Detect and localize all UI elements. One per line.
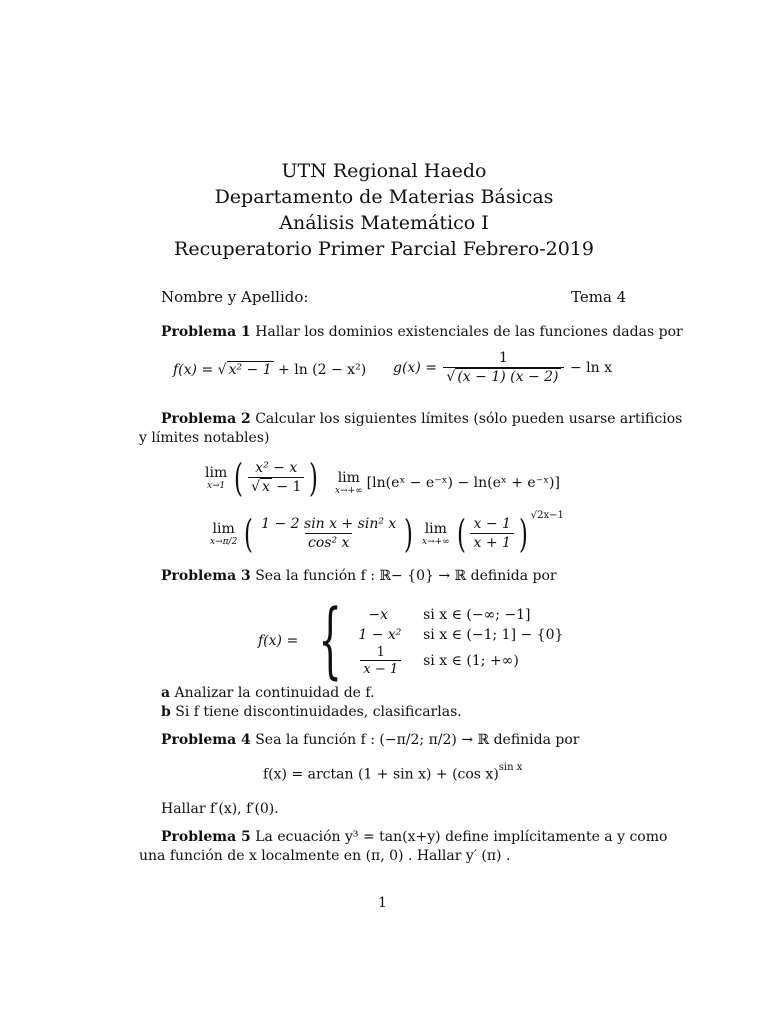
problem-1-text: Hallar los dominios existenciales de las funciones dadas por	[255, 324, 683, 340]
lim-1-den: √ x − 1	[248, 477, 304, 496]
piecewise-function: f(x) = { −x si x ∈ (−∞; −1] 1 − x² si x ∈ (−1; 1] − {0} $\frac{1}{x - 1}$ si x ∈ (1; +∞)	[258, 600, 569, 682]
case-3-den: x − 1	[360, 660, 401, 677]
problem-2-text1: Calcular los siguientes límites (sólo pueden usarse artificios	[255, 411, 683, 427]
lim-1-sub: x→1	[206, 481, 226, 491]
problem-3-label: Problema 3	[161, 568, 251, 584]
case-2	[358, 625, 569, 645]
lim-3-sub: x→π/2	[210, 537, 238, 547]
lim-op: lim	[424, 521, 447, 537]
problem-2-text2: y límites notables)	[139, 430, 270, 446]
problem-3-text: Sea la función f : ℝ− {0} → ℝ definida por	[255, 568, 557, 584]
piecewise-cases	[358, 605, 569, 677]
problem-3-statement	[161, 567, 557, 586]
case-3	[358, 645, 569, 677]
case-1	[358, 605, 569, 625]
problem-5-text1: La ecuación y³ = tan(x+y) define implícitamente a y como	[255, 829, 668, 845]
problem-1-statement	[161, 323, 683, 342]
department-title: Departamento de Materias Básicas	[214, 186, 554, 208]
g-rest: − ln x	[565, 360, 612, 376]
lim-1-num: x² − x	[255, 460, 298, 476]
problem-4-formula	[263, 762, 523, 783]
case-3-cond: si x ∈ (1; +∞)	[423, 653, 519, 669]
lim-3-den: cos² x	[305, 533, 352, 552]
problem-2-statement	[161, 410, 682, 429]
limit-2	[335, 470, 560, 496]
f-sqrt: x² − 1	[228, 362, 272, 378]
f-rest: + ln (2 − x²)	[273, 362, 367, 378]
problem-5-label: Problema 5	[161, 829, 251, 845]
lim-2-op	[335, 470, 363, 496]
part-a-text: Analizar la continuidad de f.	[174, 685, 375, 701]
course-title: Análisis Matemático I	[279, 212, 489, 234]
lim-op: lim	[337, 470, 360, 486]
case-2-cond: si x ∈ (−1; 1] − {0}	[423, 627, 564, 643]
lim-1-den-sqrt: x	[261, 479, 270, 495]
institution-title: UTN Regional Haedo	[281, 160, 487, 182]
problem-4-statement	[161, 731, 580, 750]
problem-4-ask: Hallar f′(x), f′(0).	[161, 801, 279, 817]
exam-title: Recuperatorio Primer Parcial Febrero-2019	[174, 238, 594, 260]
g-den: (x − 1) (x − 2)	[457, 369, 559, 385]
case-3-frac	[360, 645, 401, 677]
case-1-cond: si x ∈ (−∞; −1]	[423, 607, 531, 623]
g-den-wrap: √ (x − 1) (x − 2)	[443, 367, 563, 386]
problem-4-text: Sea la función f : (−π/2; π/2) → ℝ definida por	[255, 732, 580, 748]
problem-4-label: Problema 4	[161, 732, 251, 748]
g-lhs: g(x) =	[393, 360, 442, 376]
p4-exp: sin x	[498, 762, 523, 773]
problem-1-g-formula	[393, 350, 612, 386]
page-number: 1	[378, 895, 387, 911]
problem-1-label: Problema 1	[161, 324, 251, 340]
lim-1-frac	[248, 460, 304, 496]
lim-4-num: x − 1	[473, 516, 511, 532]
lim-1-den-rest: − 1	[271, 479, 302, 495]
limit-1: lim x→1 ( $\frac{\text{x² − x}}{√ x - 1}$ )	[205, 456, 319, 500]
lim-1-op	[205, 465, 227, 491]
lim-2-body: [ln(eˣ − e⁻ˣ) − ln(eˣ + e⁻ˣ)]	[366, 475, 560, 491]
lim-op: lim	[212, 521, 235, 537]
lim-4-exp: √2x−1	[530, 510, 564, 522]
case-2-expr: 1 − x²	[358, 627, 402, 643]
f-lhs: f(x) =	[173, 362, 218, 378]
lim-2-sub: x→+∞	[335, 486, 363, 496]
part-a-label: a	[161, 685, 171, 701]
lim-3-op	[210, 521, 237, 547]
limit-4: lim x→+∞ ( $\frac{x - 1}{x + 1}$ ) $^{√2x-1}$	[422, 510, 564, 556]
case-1-expr: −x	[368, 607, 388, 623]
lim-4-op	[422, 521, 450, 547]
limit-3: lim x→π/2 ( $\frac{\text{1 − 2 sin x + sin² x}}{\text{cos² x}}$ )	[210, 512, 414, 556]
problem-5-statement	[161, 828, 667, 847]
problem-5-text2: una función de x localmente en (π, 0) . Hallar y′ (π) .	[139, 848, 511, 864]
lim-3-num: 1 − 2 sin x + sin² x	[261, 516, 397, 532]
exam-header	[0, 158, 768, 262]
lim-3-frac	[258, 516, 399, 552]
tema-label: Tema 4	[571, 288, 627, 306]
g-num: 1	[499, 350, 508, 366]
case-3-num: 1	[376, 645, 385, 660]
part-b-label: b	[161, 704, 171, 720]
part-b-text: Si f tiene discontinuidades, clasificarlas.	[175, 704, 462, 720]
piecewise-lhs: f(x) =	[258, 633, 299, 649]
problem-1-f-formula: f(x) = √ x² − 1 + ln (2 − x²)	[173, 362, 367, 378]
name-label: Nombre y Apellido:	[161, 288, 309, 306]
problem-2-label: Problema 2	[161, 411, 251, 427]
lim-op: lim	[205, 465, 228, 481]
lim-4-den: x + 1	[470, 533, 513, 552]
g-fraction	[443, 350, 563, 386]
problem-3-part-b	[161, 703, 462, 722]
lim-4-frac	[470, 516, 513, 552]
problem-3-part-a	[161, 684, 375, 703]
p4-formula: f(x) = arctan (1 + sin x) + (cos x)	[263, 766, 499, 783]
lim-4-sub: x→+∞	[422, 537, 450, 547]
